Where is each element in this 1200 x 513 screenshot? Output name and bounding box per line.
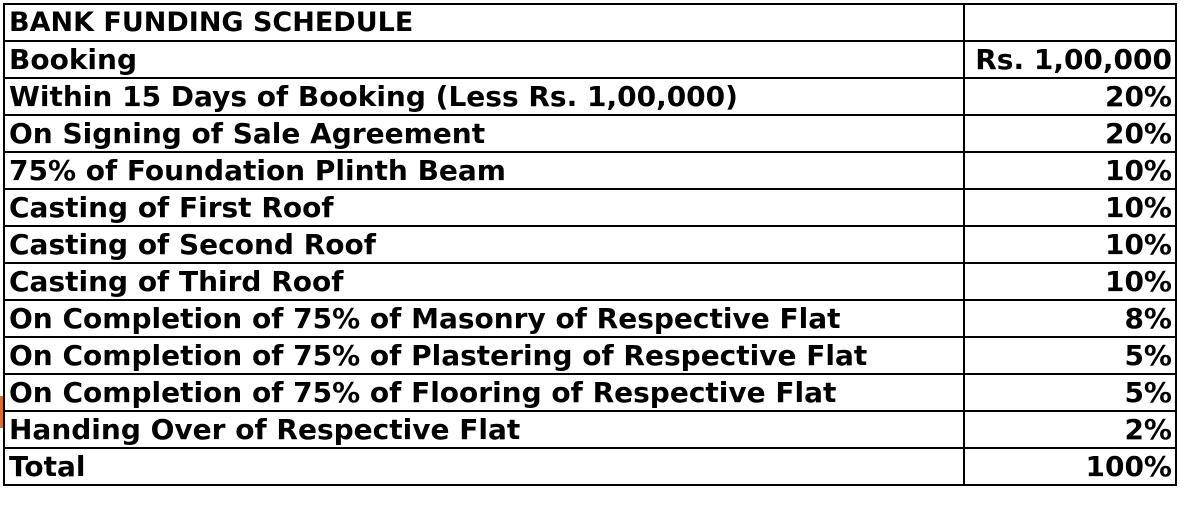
- total-label-cell[interactable]: Total: [4, 448, 964, 485]
- table-row: [4, 78, 1176, 115]
- stage-cell[interactable]: Within 15 Days of Booking (Less Rs. 1,00,000): [4, 78, 964, 115]
- amount-cell[interactable]: 5%: [964, 374, 1176, 411]
- amount-cell[interactable]: Rs. 1,00,000: [964, 41, 1176, 78]
- amount-cell[interactable]: 8%: [964, 300, 1176, 337]
- table-title[interactable]: BANK FUNDING SCHEDULE: [4, 4, 964, 41]
- stage-cell[interactable]: Casting of Second Roof: [4, 226, 964, 263]
- stage-cell[interactable]: Handing Over of Respective Flat: [4, 411, 964, 448]
- amount-cell[interactable]: 10%: [964, 152, 1176, 189]
- funding-schedule-table: [3, 3, 1177, 486]
- stage-cell[interactable]: Casting of First Roof: [4, 189, 964, 226]
- stage-cell[interactable]: On Signing of Sale Agreement: [4, 115, 964, 152]
- amount-cell[interactable]: 20%: [964, 115, 1176, 152]
- table-row: [4, 189, 1176, 226]
- table-row: [4, 337, 1176, 374]
- table-row: [4, 300, 1176, 337]
- stage-cell[interactable]: 75% of Foundation Plinth Beam: [4, 152, 964, 189]
- table-title-row: [4, 4, 1176, 41]
- amount-cell[interactable]: 5%: [964, 337, 1176, 374]
- amount-cell[interactable]: 2%: [964, 411, 1176, 448]
- table-row: [4, 263, 1176, 300]
- stage-cell[interactable]: Booking: [4, 41, 964, 78]
- amount-cell[interactable]: 10%: [964, 189, 1176, 226]
- table-title-value-cell[interactable]: [964, 4, 1176, 41]
- stage-cell[interactable]: Casting of Third Roof: [4, 263, 964, 300]
- amount-cell[interactable]: 10%: [964, 263, 1176, 300]
- table-row: [4, 374, 1176, 411]
- total-row: [4, 448, 1176, 485]
- amount-cell[interactable]: 10%: [964, 226, 1176, 263]
- table-row: [4, 115, 1176, 152]
- amount-cell[interactable]: 20%: [964, 78, 1176, 115]
- total-value-cell[interactable]: 100%: [964, 448, 1176, 485]
- stage-cell[interactable]: On Completion of 75% of Masonry of Respective Flat: [4, 300, 964, 337]
- table-row: [4, 152, 1176, 189]
- table-row: [4, 226, 1176, 263]
- stage-cell[interactable]: On Completion of 75% of Plastering of Respective Flat: [4, 337, 964, 374]
- table-row: [4, 411, 1176, 448]
- stage-cell[interactable]: On Completion of 75% of Flooring of Respective Flat: [4, 374, 964, 411]
- table-row: [4, 41, 1176, 78]
